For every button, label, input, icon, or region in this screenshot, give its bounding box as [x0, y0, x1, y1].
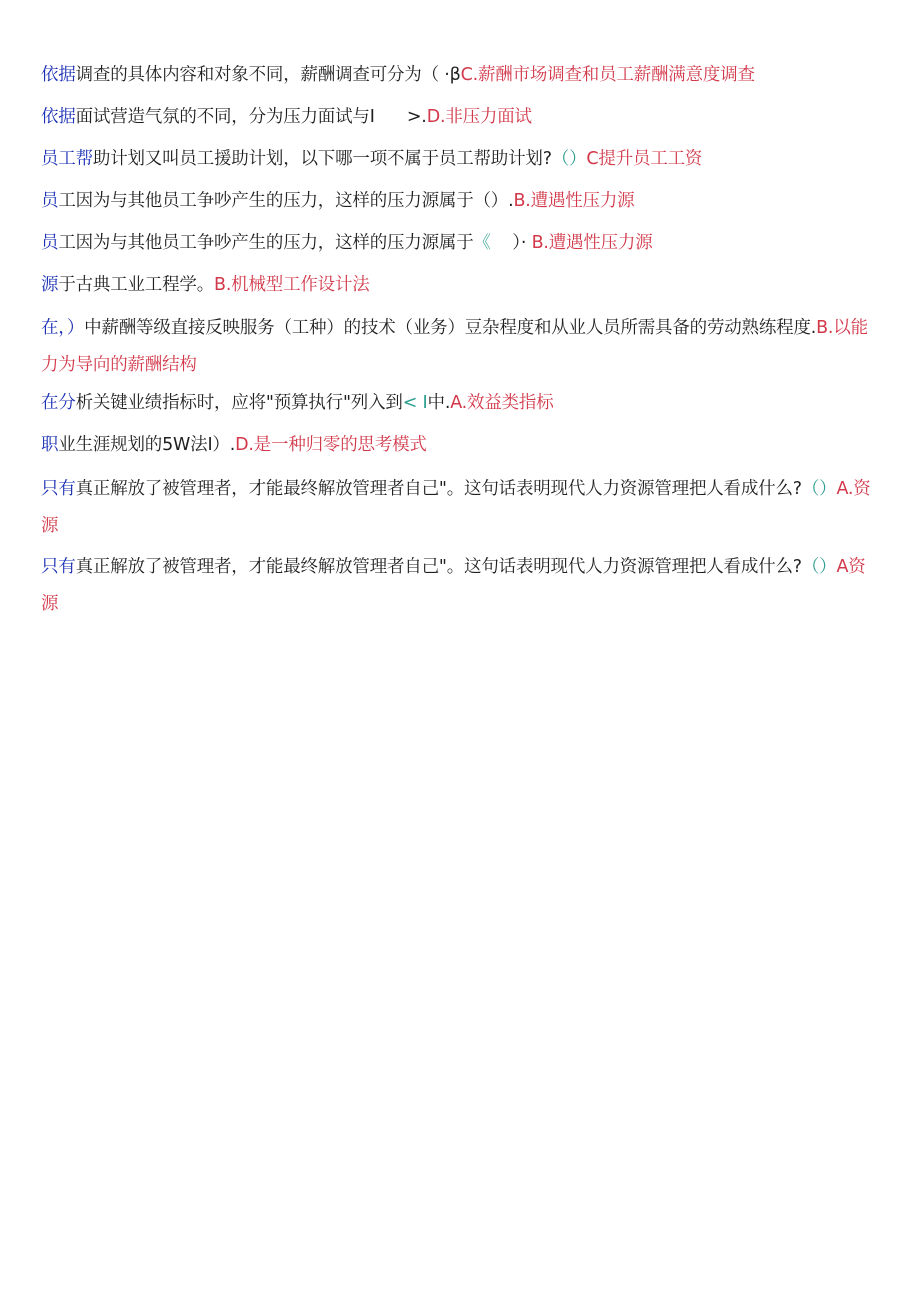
question-mark: 中. — [427, 393, 451, 413]
question-paren: （） — [551, 149, 587, 169]
question-lead: 在分 — [41, 393, 76, 413]
question-lead: 职 — [41, 435, 59, 455]
question-text: 于古典工业工程学。 — [58, 275, 215, 295]
question-text: 中薪酬等级直接反映服务（工种）的技术（业务）豆杂程度和从业人员所需具备的劳动熟练程度. — [84, 318, 817, 338]
answer-text: D.是一种归零的思考模式 — [235, 435, 427, 455]
question-paren: < I — [402, 393, 428, 413]
question-text: 工因为与其他员工争吵产生的压力，这样的压力源属于（）. — [58, 191, 514, 211]
question-mark: ） — [819, 557, 837, 577]
question-mark: ）· — [490, 233, 532, 253]
question-lead: 只有 — [41, 557, 76, 577]
question-item-8 — [41, 393, 876, 413]
question-text: 调查的具体内容和对象不同，薪酬调查可分为（ — [75, 65, 439, 85]
answer-text: C提升员工工资 — [586, 149, 703, 169]
answer-text: A.效益类指标 — [450, 393, 554, 413]
question-text: 工因为与其他员工争吵产生的压力，这样的压力源属于 — [58, 233, 474, 253]
question-lead: 员 — [41, 233, 59, 253]
question-mark: ·β — [438, 65, 461, 85]
question-item-4 — [41, 191, 876, 211]
answer-text: B.以能力为导向的薪酬结构 — [41, 318, 868, 375]
question-item-11 — [41, 549, 876, 623]
question-lead: 员工帮 — [41, 149, 93, 169]
answer-text: D.非压力面试 — [426, 107, 532, 127]
question-paren: （ — [801, 557, 820, 577]
question-item-6 — [41, 275, 876, 295]
question-item-1 — [41, 65, 876, 85]
question-text: 面试营造气氛的不同，分为压力面试与I — [75, 107, 375, 127]
answer-text: A.资源 — [41, 479, 871, 536]
question-item-9 — [41, 435, 876, 455]
question-item-7 — [41, 310, 876, 384]
question-lead: 只有 — [41, 479, 76, 499]
question-text: 析关键业绩指标时，应将"预算执行"列入到 — [75, 393, 403, 413]
question-paren: 《 — [473, 233, 491, 253]
question-item-5 — [41, 233, 876, 253]
answer-text: A资源 — [41, 557, 866, 614]
question-item-2 — [41, 107, 876, 127]
question-mark: >. — [374, 107, 427, 127]
question-lead: 员 — [41, 191, 59, 211]
answer-text: B.机械型工作设计法 — [214, 275, 370, 295]
answer-text: C.薪酬市场调查和员工薪酬满意度调查 — [460, 65, 755, 85]
question-text: 业生涯规划的5W法I）. — [58, 435, 236, 455]
question-text: 助计划又叫员工援助计划，以下哪一项不属于员工帮助计划? — [92, 149, 552, 169]
question-lead: 依据 — [41, 107, 76, 127]
question-lead: 在，） — [41, 318, 85, 338]
question-text: 真正解放了被管理者，才能最终解放管理者自己"。这句话表明现代人力资源管理把人看成什么? — [75, 479, 802, 499]
question-lead: 依据 — [41, 65, 76, 85]
question-text: 真正解放了被管理者，才能最终解放管理者自己"。这句话表明现代人力资源管理把人看成什么? — [75, 557, 802, 577]
answer-text: B.遭遇性压力源 — [513, 191, 635, 211]
question-item-3 — [41, 149, 876, 169]
question-item-10 — [41, 471, 876, 545]
answer-text: B.遭遇性压力源 — [531, 233, 653, 253]
question-lead: 源 — [41, 275, 59, 295]
question-paren: （） — [801, 479, 837, 499]
